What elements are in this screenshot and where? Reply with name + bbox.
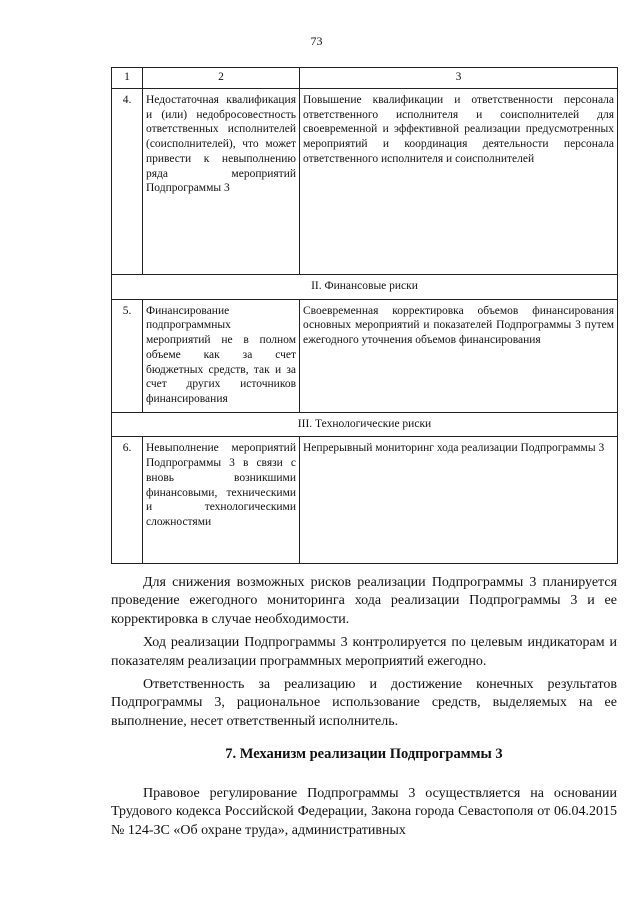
row-number: 5. — [112, 299, 143, 412]
paragraph-control: Ход реализации Подпрограммы 3 контролируется по целевым индикаторам и показателям реализации программных мероприятий ежегодно. — [111, 635, 617, 669]
row-number: 6. — [112, 437, 143, 564]
risk-measure: Непрерывный мониторинг хода реализации Подпрограммы 3 — [300, 437, 618, 564]
section-body — [111, 785, 617, 840]
section-title-technological: III. Технологические риски — [112, 412, 618, 437]
risk-description: Недостаточная квалификация и (или) недобросовестность ответственных исполнителей (соисполнителей), что может привести к невыполнению ряда мероприятий Подпрограммы 3 — [143, 89, 300, 275]
section-heading: 7. Механизм реализации Подпрограммы 3 — [225, 746, 503, 762]
table-row — [112, 437, 618, 564]
risk-table — [111, 67, 618, 564]
paragraph-responsibility: Ответственность за реализацию и достижение конечных результатов Подпрограммы 3, рациональное использование средств, выделяемых на ее выполнение, несет ответственный исполнитель. — [111, 677, 617, 729]
paragraph-legal-regulation: Правовое регулирование Подпрограммы 3 осуществляется на основании Трудового кодекса Российской Федерации, Закона города Севастополя от 06.04.2015 № 124-ЗС «Об охране труда», административных — [111, 786, 617, 838]
row-number: 4. — [112, 89, 143, 275]
risk-description: Финансирование подпрограммных мероприятий не в полном объеме как за счет бюджетных средств, так и за счет других источников финансирования — [143, 299, 300, 412]
header-cell-2: 2 — [143, 68, 300, 89]
risk-measure: Своевременная корректировка объемов финансирования основных мероприятий и показателей Подпрограммы 3 путем ежегодного уточнения объемов финансирования — [300, 299, 618, 412]
risk-measure: Повышение квалификации и ответственности персонала ответственного исполнителя и соисполнителей для своевременной и эффективной реализации предусмотренных мероприятий и координация деятельности персонала ответственного исполнителя и соисполнителей — [300, 89, 618, 275]
risk-description: Невыполнение мероприятий Подпрограммы 3 в связи с вновь возникшими финансовыми, техническими и технологическими сложностями — [143, 437, 300, 564]
paragraph-mitigation: Для снижения возможных рисков реализации Подпрограммы 3 планируется проведение ежегодного мониторинга хода реализации Подпрограммы 3 и ее корректировка в случае необходимости. — [111, 575, 617, 627]
table-row — [112, 89, 618, 275]
section-row-financial — [112, 275, 618, 300]
header-cell-1: 1 — [112, 68, 143, 89]
section-title-financial: II. Финансовые риски — [112, 275, 618, 300]
section-row-technological — [112, 412, 618, 437]
table-row — [112, 299, 618, 412]
table-header-row — [112, 68, 618, 89]
risk-mitigation-text — [111, 574, 617, 731]
header-cell-3: 3 — [300, 68, 618, 89]
page-number: 73 — [310, 34, 323, 48]
